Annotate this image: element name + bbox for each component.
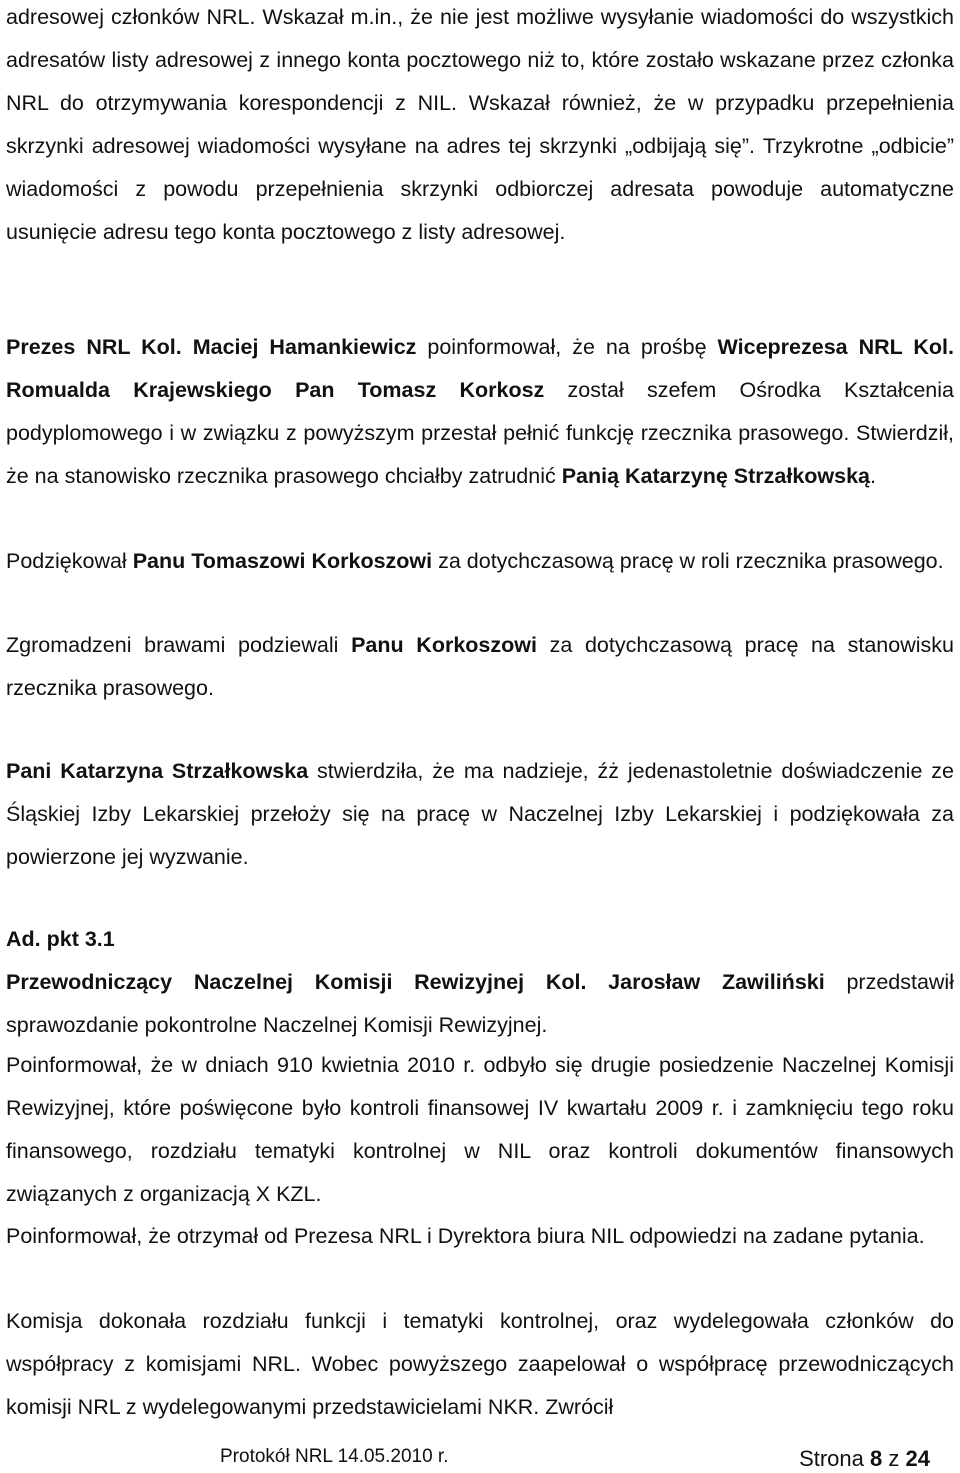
paragraph-nkr-report (6, 961, 954, 1047)
paragraph-spokesperson-change (6, 326, 954, 498)
text-run: Poinformował, że otrzymał od Prezesa NRL i Dyrektora biura NIL odpowiedzi na zadane pytania. (6, 1224, 925, 1248)
bold-text-run: Ad. pkt 3.1 (6, 927, 115, 951)
text-run: stwierdziła, że ma nadzieje, źż jedenastoletnie doświadczenie ze Śląskiej Izby Lekarskiej przełoży się na pracę w Naczelnej Izby Lekarskiej i podziękowała za powierzone jej wyzwanie. (6, 759, 954, 869)
paragraph-thanks-korkosz (6, 540, 954, 583)
footer-page-total: 24 (905, 1446, 930, 1471)
bold-text-run: Panu Korkoszowi (351, 633, 537, 657)
text-run: Zgromadzeni brawami podziewali (6, 633, 352, 657)
bold-text-run: Pani Katarzyna Strzałkowska (6, 759, 309, 783)
footer-page-indicator (799, 1446, 930, 1472)
text-run: Podziękował (6, 549, 133, 573)
text-run: przedstawił sprawozdanie pokontrolne Naczelnej Komisji Rewizyjnej. (6, 970, 954, 1037)
text-run: poinformował, że na prośbę (416, 335, 718, 359)
paragraph-applause (6, 624, 954, 710)
paragraph-answers (6, 1215, 954, 1258)
page-footer (0, 1446, 960, 1472)
text-run: Poinformował, że w dniach 910 kwietnia 2010 r. odbyło się drugie posiedzenie Naczelnej Komisji Rewizyjnej, które poświęcone było kontroli finansowej IV kwartału 2009 r. i zamknięciu tego roku finansowego, rozdziału tematyki kontrolnej w NIL oraz kontroli dokumentów finansowych związanych z organizacją X KZL. (6, 1053, 954, 1206)
bold-text-run: Prezes NRL Kol. Maciej Hamankiewicz (6, 335, 417, 359)
footer-page-number: 8 (870, 1446, 883, 1471)
text-run: za dotychczasową pracę na stanowisku rzecznika prasowego. (6, 633, 954, 700)
text-run: adresowej członków NRL. Wskazał m.in., że nie jest możliwe wysyłanie wiadomości do wszystkich adresatów listy adresowej z innego konta pocztowego niż to, które zostało wskazane przez członka NRL do otrzymywania korespondencji z NIL. Wskazał również, że w przypadku przepełnienia skrzynki adresowej wiadomości wysyłane na adres tej skrzynki „odbijają się”. Trzykrotne „odbicie” wiadomości z powodu przepełnienia skrzynki odbiorczej adresata powoduje automatyczne usunięcie adresu tego konta pocztowego z listy adresowej. (6, 5, 954, 244)
paragraph-strzalkowska (6, 750, 954, 879)
footer-of-word: z (888, 1446, 900, 1471)
text-run: . (870, 464, 876, 488)
text-run: Komisja dokonała rozdziału funkcji i tematyki kontrolnej, oraz wydelegowała członków do współpracy z komisjami NRL. Wobec powyższego zaapelował o współpracę przewodniczących komisji NRL z wydelegowanymi przedstawicielami NKR. Zwrócił (6, 1309, 954, 1419)
text-run: za dotychczasową pracę w roli rzecznika prasowego. (432, 549, 944, 573)
bold-text-run: Panu Tomaszowi Korkoszowi (132, 549, 433, 573)
footer-protocol: Protokół NRL 14.05.2010 r. (220, 1446, 449, 1467)
bold-text-run: Wiceprezesa NRL Kol. Romualda Krajewskiego Pan Tomasz Korkosz (6, 335, 954, 402)
paragraph-commission-cooperation (6, 1300, 954, 1429)
footer-page-word: Strona (799, 1446, 864, 1471)
section-heading (6, 918, 954, 961)
bold-text-run: Panią Katarzynę Strzałkowską (561, 464, 871, 488)
paragraph-nkr-meeting (6, 1044, 954, 1216)
text-run: został szefem Ośrodka Kształcenia podyplomowego i w związku z powyższym przestał pełnić funkcję rzecznika prasowego. Stwierdził, że na stanowisko rzecznika prasowego chciałby zatrudnić (6, 378, 954, 488)
bold-text-run: Przewodniczący Naczelnej Komisji Rewizyjnej Kol. Jarosław Zawiliński (6, 970, 825, 994)
paragraph-email-list (6, 0, 954, 254)
